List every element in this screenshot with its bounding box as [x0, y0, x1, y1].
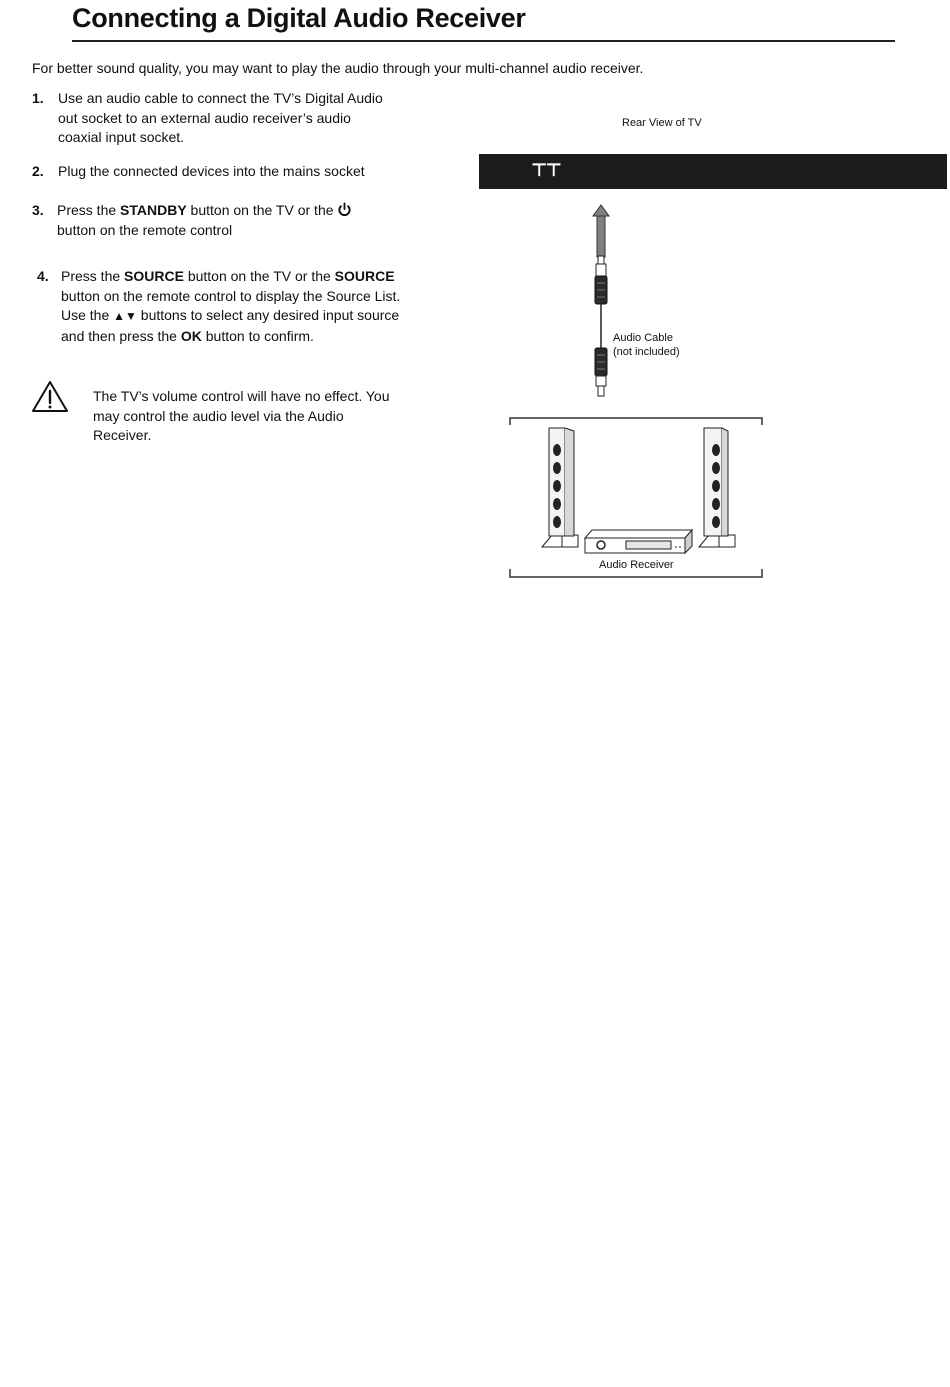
receiver-unit: [585, 530, 692, 553]
step-text: Plug the connected devices into the mains socket: [58, 163, 365, 179]
audio-receiver-label: Audio Receiver: [599, 559, 674, 571]
rear-view-label: Rear View of TV: [622, 117, 702, 129]
warning-note: The TV’s volume control will have no effect. You may control the audio level via the Audio Receiver.: [93, 388, 390, 443]
step-number: 4.: [37, 268, 49, 284]
rca-plug-bottom: [595, 348, 607, 396]
step-text-pre: Press the: [61, 268, 125, 284]
source-keyword: SOURCE: [124, 268, 184, 284]
page-title: Connecting a Digital Audio Receiver: [72, 3, 526, 33]
step-text-mid: button on the TV or the: [183, 268, 335, 284]
step-text-mid: button on the remote control to display the Source List. Use the: [61, 287, 401, 323]
intro-text: For better sound quality, you may want to play the audio through your multi-channel audio receiver.: [32, 60, 644, 76]
step-text-post: button on the remote control: [57, 221, 233, 238]
connection-diagram: [0, 0, 950, 600]
speaker-left: [542, 428, 578, 547]
speaker-right: [699, 428, 735, 547]
step-text: Use an audio cable to connect the TV’s Digital Audio out socket to an external audio receiver’s audio coaxial input socket.: [58, 90, 383, 145]
step-number: 1.: [32, 90, 44, 106]
rca-plug-top: [595, 256, 607, 304]
step-text-mid: button on the TV or the: [186, 202, 338, 218]
ok-keyword: OK: [180, 327, 202, 344]
arrow-up-icon: [593, 205, 609, 257]
digital-audio-out-port: ⊤⊤: [531, 160, 560, 180]
step-text-pre: Press the: [57, 202, 121, 218]
receiver-bracket-top: [510, 418, 762, 425]
step-number: 3.: [32, 202, 44, 218]
step-text-mid: buttons to select any desired input source and then press the: [61, 307, 400, 344]
audio-cable-label: Audio Cable (not included): [613, 332, 680, 358]
up-down-arrows-icon: ▲▼: [113, 309, 137, 323]
step-text-post: button to confirm.: [201, 327, 314, 344]
source-keyword: SOURCE: [334, 268, 395, 284]
standby-keyword: STANDBY: [120, 202, 187, 218]
step-number: 2.: [32, 163, 44, 179]
